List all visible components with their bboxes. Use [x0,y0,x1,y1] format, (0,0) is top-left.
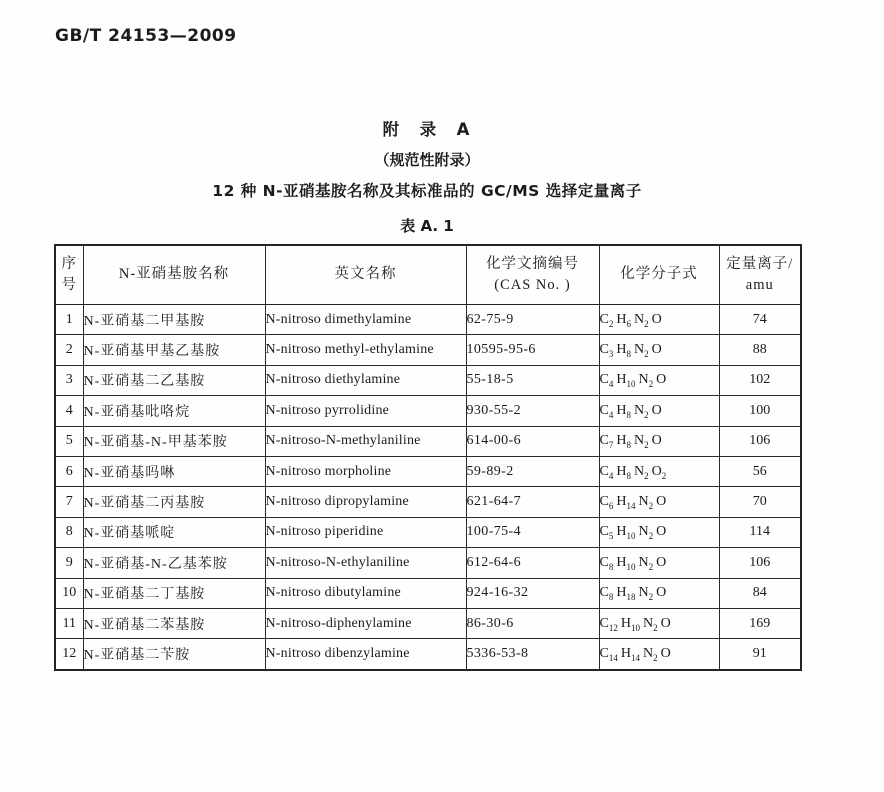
name-en: N-nitroso piperidine [265,517,466,547]
formula-element: $C_5$ [599,524,614,542]
ion-value: 106 [719,426,801,456]
formula-element: O [651,433,662,449]
ion-value: 169 [719,608,801,638]
ion-value: 56 [719,456,801,486]
cas-number: 62-75-9 [466,305,599,335]
chemical-formula [599,335,719,365]
formula-element: $H_{14}$ [616,494,636,511]
table-row [55,639,801,670]
ion-value: 91 [719,639,801,670]
table-row [55,517,801,547]
chemical-formula [599,487,719,517]
standard-number: GB/T 24153—2009 [55,26,237,46]
formula-element: $C_{12}$ [599,615,618,633]
formula-element: $C_{14}$ [599,645,618,663]
name-en: N-nitroso pyrrolidine [265,396,466,426]
formula-element: $C_4$ [599,402,614,420]
formula-element: $H_8$ [616,342,631,359]
table-row [55,305,801,335]
formula-element: O [656,585,667,601]
cas-number: 59-89-2 [466,456,599,486]
formula-element: $N_2$ [638,372,654,390]
name-cn: N-亚硝基二丙基胺 [83,487,265,517]
formula-element: O [651,311,662,327]
row-index: 1 [55,305,83,335]
formula-element: $H_{18}$ [616,585,636,602]
col-header-index-line1: 序 [61,255,77,272]
formula-element: O [660,645,671,661]
cas-number: 86-30-6 [466,608,599,638]
row-index: 6 [55,456,83,486]
col-header-index-line2: 号 [61,277,77,293]
cas-number: 5336-53-8 [466,639,599,670]
formula-element: $N_2$ [633,311,649,329]
name-en: N-nitroso dibutylamine [265,578,466,608]
table-row [55,335,801,365]
formula-element: $N_2$ [642,615,658,633]
ion-value: 114 [719,517,801,547]
name-cn: N-亚硝基二苄胺 [83,639,265,670]
col-header-cas [466,245,599,305]
ion-value: 88 [719,335,801,365]
cas-number: 612-64-6 [466,548,599,578]
table-row [55,487,801,517]
row-index: 7 [55,487,83,517]
name-cn: N-亚硝基二苯基胺 [83,608,265,638]
formula-element: O [656,554,667,570]
name-en: N-nitroso-N-ethylaniline [265,548,466,578]
formula-element: O [656,494,667,510]
formula-element: O [660,615,671,631]
ion-value: 84 [719,578,801,608]
col-header-ion-line2: amu [745,277,774,293]
chemical-formula [599,456,719,486]
appendix-subtitle: （规范性附录） [374,151,480,169]
row-index: 12 [55,639,83,670]
chemical-formula [599,305,719,335]
chemical-formula [599,365,719,395]
row-index: 2 [55,335,83,365]
name-en: N-nitroso dipropylamine [265,487,466,517]
main-title: 12 种 N-亚硝基胺名称及其标准品的 GC/MS 选择定量离子 [212,182,642,200]
col-header-name-cn: N-亚硝基胺名称 [83,245,265,305]
cas-number: 924-16-32 [466,578,599,608]
formula-element: $H_8$ [616,402,631,420]
name-cn: N-亚硝基哌啶 [83,517,265,547]
content-area [54,0,800,671]
col-header-cas-line1: 化学文摘编号 [486,255,579,272]
formula-element: $C_4$ [599,372,614,390]
formula-element: $C_4$ [599,463,614,481]
formula-element: $H_{10}$ [616,524,636,542]
name-cn: N-亚硝基二甲基胺 [83,305,265,335]
name-en: N-nitroso-diphenylamine [265,608,466,638]
chemical-formula [599,548,719,578]
formula-element: $N_2$ [633,433,649,451]
cas-number: 621-64-7 [466,487,599,517]
cas-number: 10595-95-6 [466,335,599,365]
formula-element: $H_{10}$ [620,615,640,633]
table-row [55,548,801,578]
table-row [55,365,801,395]
formula-element: $H_{10}$ [616,554,636,572]
formula-element: $C_6$ [599,494,614,511]
col-header-cas-line2: (CAS No. ) [494,277,571,293]
name-cn: N-亚硝基二丁基胺 [83,578,265,608]
ion-value: 100 [719,396,801,426]
table-row [55,578,801,608]
name-en: N-nitroso-N-methylaniline [265,426,466,456]
ion-value: 106 [719,548,801,578]
name-en: N-nitroso dimethylamine [265,305,466,335]
name-en: N-nitroso diethylamine [265,365,466,395]
formula-element: O [651,402,662,418]
cas-number: 100-75-4 [466,517,599,547]
chemical-formula [599,608,719,638]
ion-value: 102 [719,365,801,395]
formula-element: $C_8$ [599,585,614,602]
name-cn: N-亚硝基吗啉 [83,456,265,486]
formula-element: $O_2$ [651,463,667,481]
name-cn: N-亚硝基-N-甲基苯胺 [83,426,265,456]
row-index: 3 [55,365,83,395]
name-cn: N-亚硝基吡咯烷 [83,396,265,426]
name-cn: N-亚硝基二乙基胺 [83,365,265,395]
table-caption: 表 A. 1 [400,217,454,235]
chemical-formula [599,578,719,608]
chemical-formula [599,396,719,426]
formula-element: $C_3$ [599,342,614,359]
col-header-formula: 化学分子式 [599,245,719,305]
name-en: N-nitroso morpholine [265,456,466,486]
formula-element: $H_8$ [616,463,631,481]
formula-element: $N_2$ [633,342,649,359]
formula-element: $C_2$ [599,311,614,329]
table-row [55,396,801,426]
ion-value: 70 [719,487,801,517]
formula-element: $N_2$ [638,494,654,511]
col-header-name-en: 英文名称 [265,245,466,305]
formula-element: $H_8$ [616,433,631,451]
row-index: 11 [55,608,83,638]
formula-element: $N_2$ [642,645,658,663]
name-cn: N-亚硝基-N-乙基苯胺 [83,548,265,578]
chemical-formula [599,517,719,547]
row-index: 10 [55,578,83,608]
table-header-row [55,245,801,305]
name-en: N-nitroso methyl-ethylamine [265,335,466,365]
formula-element: $H_6$ [616,311,631,329]
table-a1 [54,244,802,671]
chemical-formula [599,426,719,456]
row-index: 9 [55,548,83,578]
row-index: 5 [55,426,83,456]
row-index: 4 [55,396,83,426]
cas-number: 614-00-6 [466,426,599,456]
formula-element: $N_2$ [633,463,649,481]
cas-number: 930-55-2 [466,396,599,426]
formula-element: $H_{10}$ [616,372,636,390]
formula-element: O [656,524,667,540]
cas-number: 55-18-5 [466,365,599,395]
row-index: 8 [55,517,83,547]
formula-element: $N_2$ [638,554,654,572]
formula-element: O [651,342,662,358]
formula-element: O [656,372,667,388]
table-row [55,426,801,456]
appendix-title: 附 录 A [382,120,472,139]
name-en: N-nitroso dibenzylamine [265,639,466,670]
formula-element: $N_2$ [633,402,649,420]
formula-element: $N_2$ [638,585,654,602]
formula-element: $H_{14}$ [620,645,640,663]
col-header-ion-line1: 定量离子/ [726,255,794,272]
formula-element: $C_7$ [599,433,614,451]
formula-element: $N_2$ [638,524,654,542]
formula-element: $C_8$ [599,554,614,572]
ion-value: 74 [719,305,801,335]
chemical-formula [599,639,719,670]
table-row [55,608,801,638]
table-row [55,456,801,486]
name-cn: N-亚硝基甲基乙基胺 [83,335,265,365]
col-header-ion [719,245,801,305]
col-header-index [55,245,83,305]
